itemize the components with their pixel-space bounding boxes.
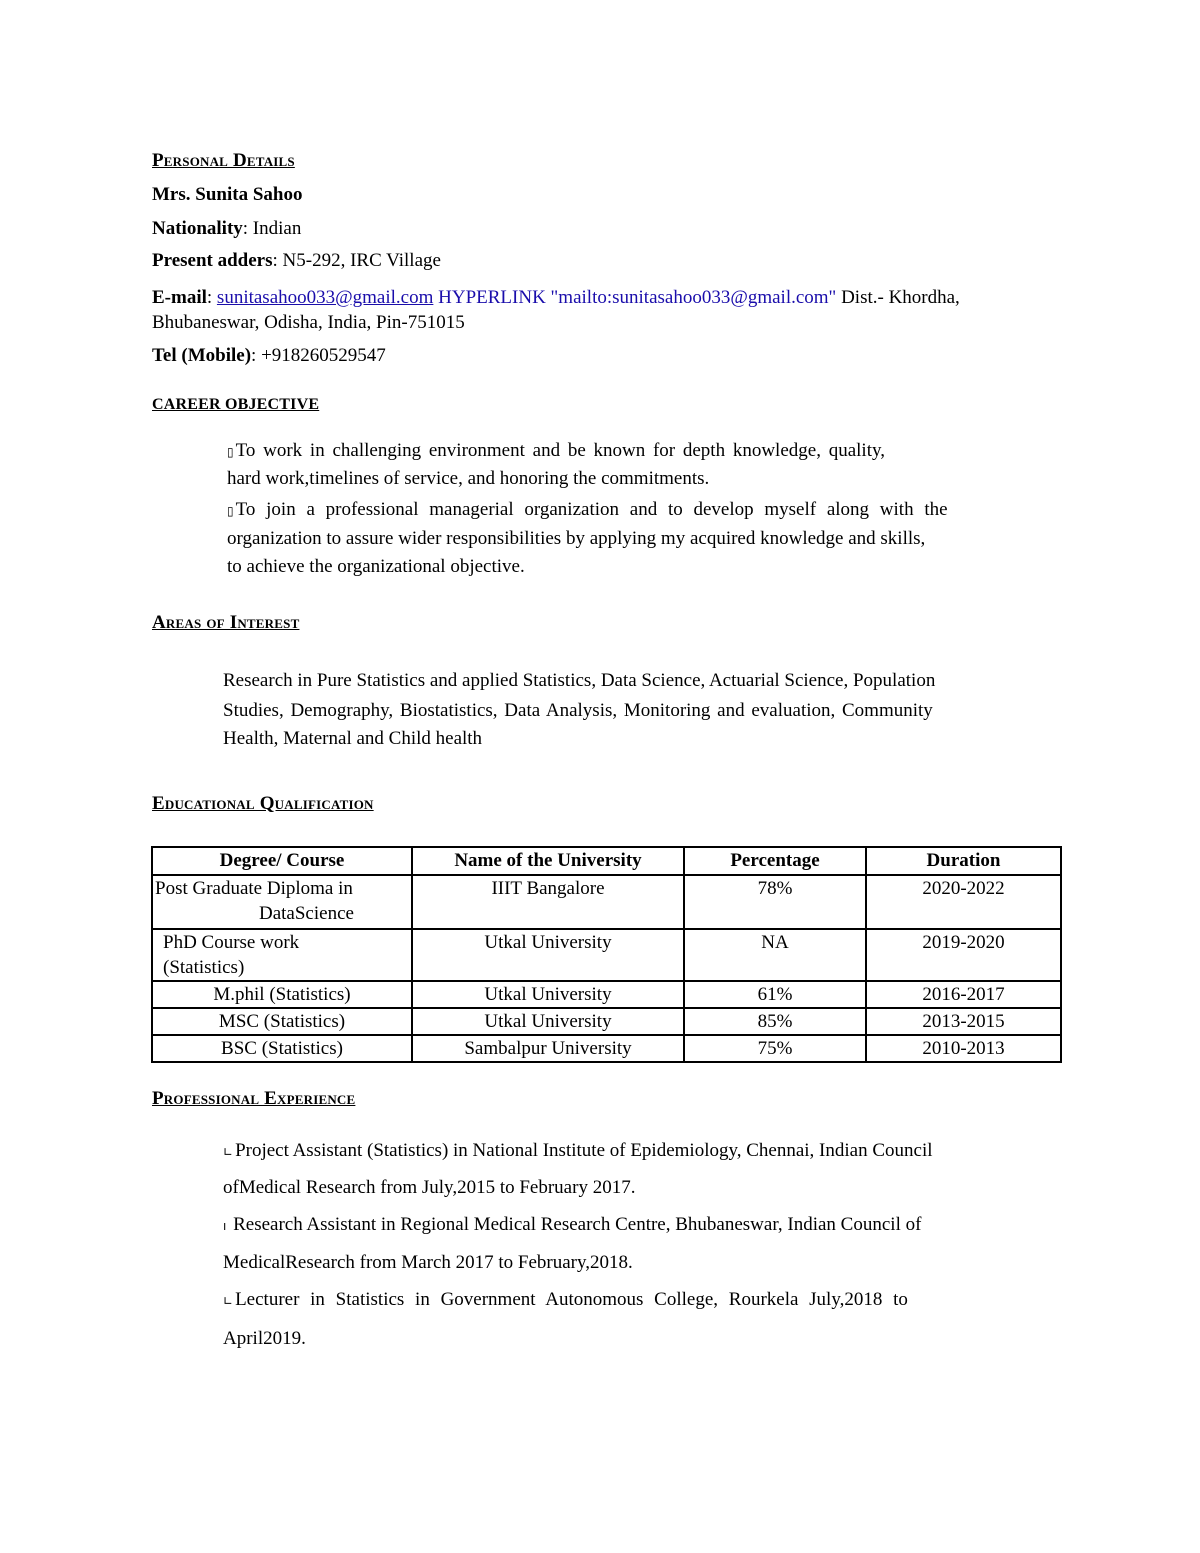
experience-item-2-line-1: Research Assistant in Regional Medical Research Centre, Bhubaneswar, Indian Council of [228, 1214, 922, 1235]
course-cell: BSC (Statistics) [152, 1035, 412, 1062]
bullet-icon: ▯ [227, 444, 234, 459]
candidate-name: Mrs. Sunita Sahoo [152, 184, 303, 205]
table-row [152, 1035, 1061, 1062]
experience-item-3 [223, 1289, 908, 1311]
email-colon: : [206, 287, 217, 308]
bullet-icon: ı [223, 1218, 227, 1233]
career-objective-heading: CAREER OBJECTIVE [152, 396, 320, 413]
interest-line-1: Research in Pure Statistics and applied Statistics, Data Science, Actuarial Science, Population [223, 670, 936, 691]
course-cell: M.phil (Statistics) [152, 981, 412, 1008]
bullet-icon: ∟ [223, 1293, 234, 1308]
experience-item-3-line-1: Lecturer in Statistics in Government Autonomous College, Rourkela July,2018 to [235, 1289, 908, 1310]
course-cell [152, 875, 412, 929]
course-line-1: Post Graduate Diploma in [155, 878, 353, 899]
university-cell: Utkal University [412, 981, 684, 1008]
percentage-cell: 78% [684, 875, 866, 929]
header-university: Name of the University [412, 847, 684, 875]
university-cell: Utkal University [412, 1008, 684, 1035]
tel-value: : +918260529547 [251, 345, 386, 366]
experience-item-2-line-2: MedicalResearch from March 2017 to February,2018. [223, 1252, 633, 1273]
career-bullet-1-line-2: hard work,timelines of service, and honoring the commitments. [227, 468, 710, 489]
interest-line-2: Studies, Demography, Biostatistics, Data Analysis, Monitoring and evaluation, Community [223, 700, 933, 721]
career-bullet-1-line-1: To work in challenging environment and be known for depth knowledge, quality, [235, 440, 885, 461]
header-degree: Degree/ Course [152, 847, 412, 875]
nationality-line [152, 218, 301, 240]
address-label: Present adders [152, 250, 273, 271]
course-cell: MSC (Statistics) [152, 1008, 412, 1035]
percentage-cell: 75% [684, 1035, 866, 1062]
personal-details-heading: Personal Details [152, 150, 295, 171]
education-table [151, 846, 1062, 1063]
tel-label: Tel (Mobile) [152, 345, 252, 366]
professional-experience-heading: Professional Experience [152, 1088, 356, 1109]
university-cell: IIIT Bangalore [412, 875, 684, 929]
areas-of-interest-heading: Areas of Interest [152, 612, 300, 633]
career-bullet-2-line-1: To join a professional managerial organization and to develop myself along with the [235, 499, 948, 520]
educational-qualification-heading: Educational Qualification [152, 793, 374, 814]
hyperlink-field-code: HYPERLINK "mailto:sunitasahoo033@gmail.com" [433, 287, 842, 308]
table-row [152, 929, 1061, 981]
experience-item-2 [223, 1214, 921, 1236]
percentage-cell: 85% [684, 1008, 866, 1035]
email-line [152, 287, 960, 309]
address-line [152, 250, 441, 272]
bullet-icon: ∟ [223, 1144, 234, 1159]
duration-cell: 2010-2013 [866, 1035, 1061, 1062]
experience-item-3-line-2: April2019. [223, 1328, 306, 1349]
tel-line [152, 345, 386, 367]
nationality-value: : Indian [242, 218, 302, 239]
interest-line-3: Health, Maternal and Child health [223, 728, 483, 749]
table-row [152, 981, 1061, 1008]
career-bullet-1 [227, 440, 1037, 462]
percentage-cell: NA [684, 929, 866, 981]
course-line-2: (Statistics) [163, 957, 245, 978]
university-cell: Utkal University [412, 929, 684, 981]
nationality-label: Nationality [152, 218, 243, 239]
duration-cell: 2020-2022 [866, 875, 1061, 929]
duration-cell: 2013-2015 [866, 1008, 1061, 1035]
table-header-row [152, 847, 1061, 875]
career-bullet-2-line-2: organization to assure wider responsibilities by applying my acquired knowledge and skills, [227, 528, 926, 549]
experience-item-1-line-1: Project Assistant (Statistics) in National Institute of Epidemiology, Chennai, Indian Council [235, 1140, 933, 1161]
header-duration: Duration [866, 847, 1061, 875]
experience-item-1-line-2: ofMedical Research from July,2015 to February 2017. [223, 1177, 636, 1198]
course-cell [152, 929, 412, 981]
table-row [152, 875, 1061, 929]
address-value: : N5-292, IRC Village [272, 250, 441, 271]
experience-item-1 [223, 1140, 933, 1162]
career-bullet-2-line-3: to achieve the organizational objective. [227, 556, 525, 577]
course-line-2: DataScience [259, 903, 354, 924]
duration-cell: 2016-2017 [866, 981, 1061, 1008]
career-bullet-2 [227, 499, 948, 521]
email-label: E-mail [152, 287, 207, 308]
email-tail: Dist.- Khordha, [841, 287, 960, 308]
address-line-2: Bhubaneswar, Odisha, India, Pin-751015 [152, 312, 465, 333]
header-percentage: Percentage [684, 847, 866, 875]
table-row [152, 1008, 1061, 1035]
university-cell: Sambalpur University [412, 1035, 684, 1062]
course-line-1: PhD Course work [163, 932, 300, 953]
email-link[interactable]: sunitasahoo033@gmail.com [216, 287, 434, 308]
bullet-icon: ▯ [227, 503, 234, 518]
percentage-cell: 61% [684, 981, 866, 1008]
duration-cell: 2019-2020 [866, 929, 1061, 981]
